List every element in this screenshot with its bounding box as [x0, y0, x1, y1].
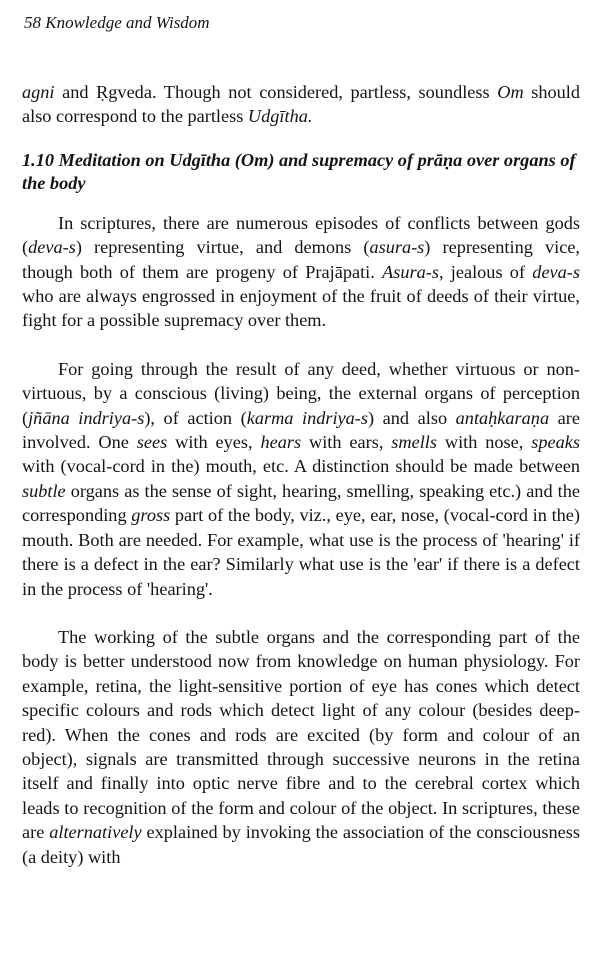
- italic-term: deva-s: [532, 261, 581, 282]
- italic-term: subtle: [22, 480, 66, 501]
- paragraph-gap: [22, 601, 580, 625]
- section-heading: 1.10 Meditation on Udgītha (Om) and supremacy of prāṇa over organs of the body: [22, 149, 576, 193]
- italic-term: sees: [136, 432, 168, 453]
- text-run: with (vocal-cord in the) mouth, etc. A distinction should be made between: [22, 456, 580, 477]
- paragraph-physiology: [22, 625, 580, 869]
- italic-term: gross: [131, 505, 171, 526]
- text-run: part of the body, viz., eye, ear, nose, (vocal-cord in the) mouth. Both are needed. For example, what use is the process of 'hearing' if there is a defect in the ear? Similarly what use is the 'ear' if there is a defect in the process of 'hearing'.: [22, 505, 580, 599]
- text-run: ), of action (: [144, 407, 247, 428]
- text-run: with eyes,: [167, 432, 261, 453]
- text-run: For going through the result of any deed, whether virtuous or non-virtuous, by a conscious (living) being, the external organs of perception (: [22, 358, 580, 428]
- italic-term: alternatively: [49, 822, 142, 843]
- italic-term: Om: [497, 82, 524, 102]
- italic-term: Asura-s: [382, 261, 439, 282]
- paragraph-organs: [22, 357, 580, 601]
- paragraph-conflicts: [22, 211, 580, 333]
- italic-term: speaks: [531, 432, 581, 453]
- italic-term: jñāna indriya-s: [28, 407, 145, 428]
- text-run: with nose,: [437, 432, 532, 453]
- text-run: ) and also: [368, 407, 456, 428]
- text-run: with ears,: [301, 432, 392, 453]
- text-run: In scriptures, there are numerous episodes of conflicts between gods (: [22, 212, 580, 258]
- paragraph-gap: [22, 333, 580, 357]
- text-run: ) representing virtue, and demons (: [75, 237, 370, 258]
- italic-term: antaḥkaraṇa: [455, 407, 550, 428]
- text-run: and Ṛgveda. Though not considered, partless, soundless: [54, 82, 498, 102]
- text-run: organs as the sense of sight, hearing, smelling, speaking etc.) and the corresponding: [22, 480, 580, 526]
- text-run: ) representing vice, though both of them are progeny of Prajāpati.: [22, 237, 580, 282]
- italic-term: agni: [22, 82, 55, 102]
- italic-term: hears: [260, 432, 302, 453]
- text-run: who are always engrossed in enjoyment of the fruit of deeds of their virtue, fight for a possible supremacy over them.: [22, 286, 580, 331]
- italic-term: Udgītha.: [247, 106, 313, 127]
- paragraph-continuation: [22, 80, 580, 129]
- text-run: , jealous of: [438, 261, 533, 282]
- italic-term: karma indriya-s: [246, 407, 368, 428]
- text-run: The working of the subtle organs and the corresponding part of the body is better understood now from knowledge on human physiology. For example, retina, the light-sensitive portion of eye has cones which detect specific colours and rods which detect light of any colour (besides deep-red). When the cones and rods are excited (by form and colour of an object), signals are transmitted through successive neurons in the retina itself and finally into optic nerve fibre and to the cerebral cortex which leads to recognition of the form and colour of the object. In scriptures, these are: [22, 626, 580, 843]
- italic-term: deva-s: [28, 237, 76, 258]
- running-head: 58 Knowledge and Wisdom: [24, 13, 210, 32]
- text-run: should also correspond to the partless: [22, 82, 581, 127]
- italic-term: asura-s: [369, 237, 425, 258]
- text-run: are involved. One: [22, 407, 580, 453]
- italic-term: smells: [391, 432, 437, 453]
- text-run: explained by invoking the association of the consciousness (a deity) with: [22, 822, 580, 867]
